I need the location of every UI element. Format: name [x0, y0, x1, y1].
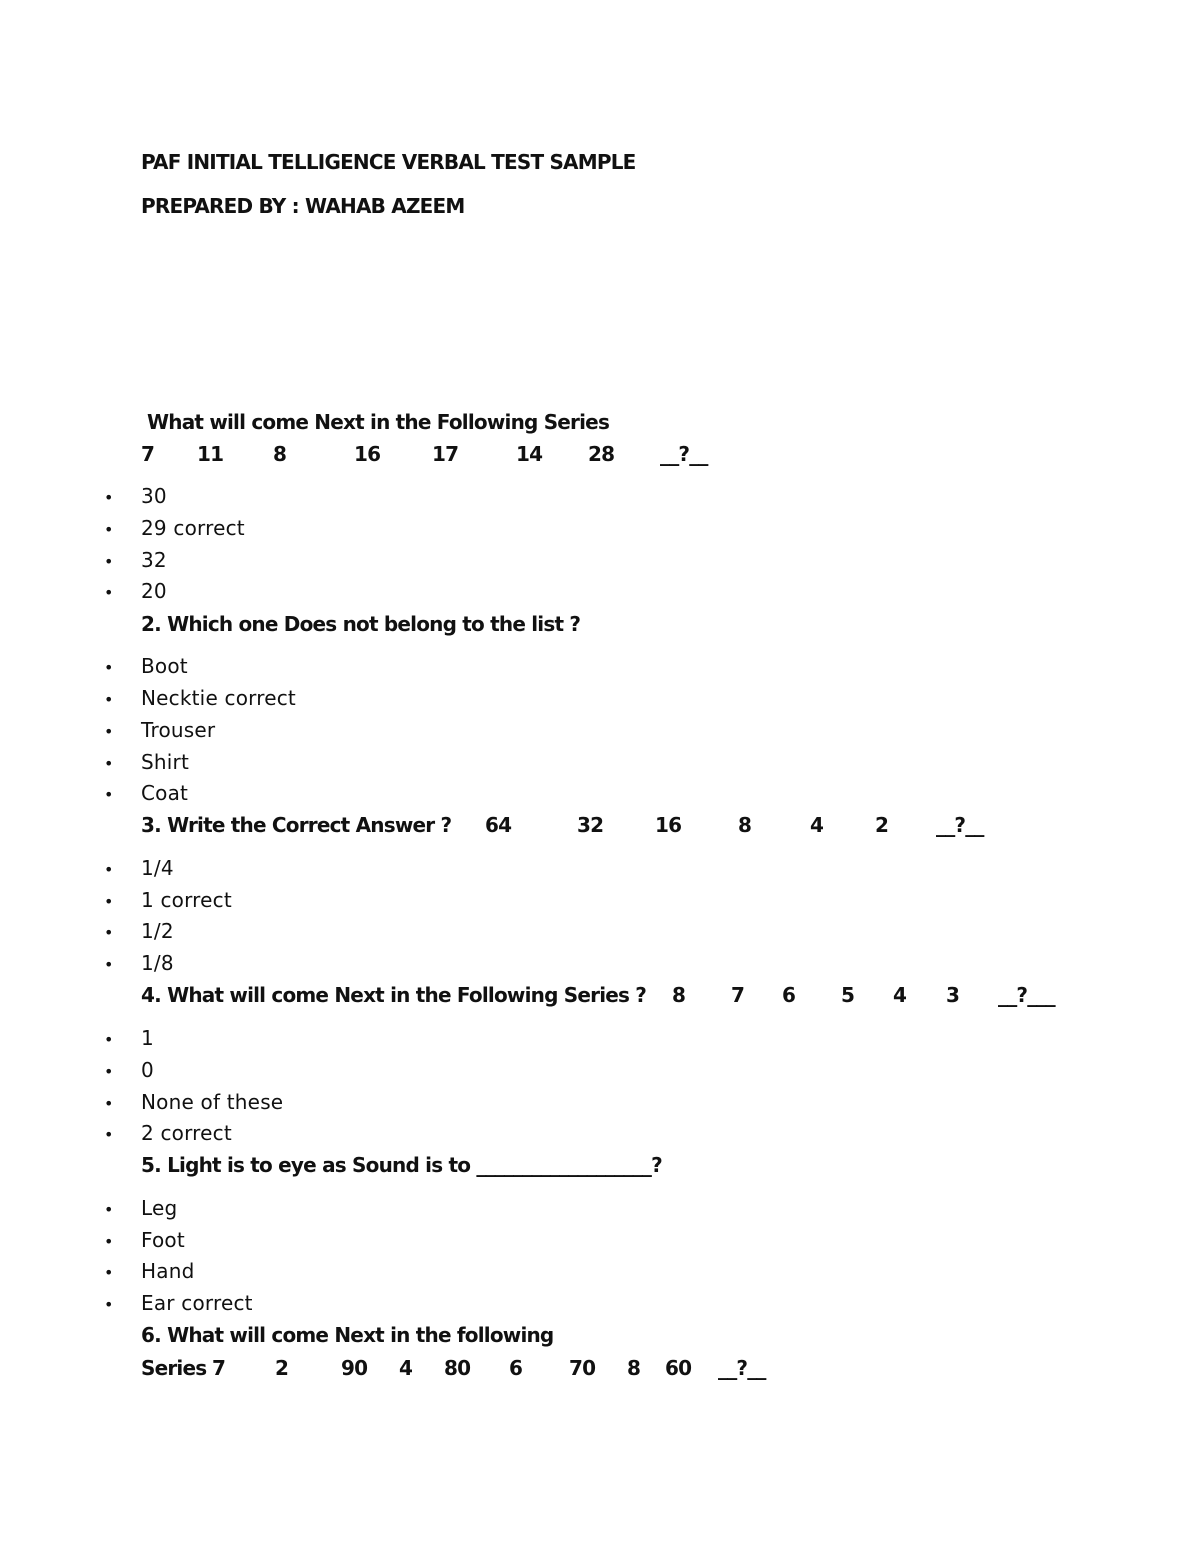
series-blank: __?__ [936, 813, 984, 837]
series-term: 6 [782, 983, 796, 1007]
option-item: 0 [141, 1058, 154, 1082]
document-title: PAF INITIAL TELLIGENCE VERBAL TEST SAMPLE [141, 150, 636, 174]
option-item: Trouser [141, 718, 216, 742]
bullet-icon: • [104, 722, 114, 741]
series-term: 16 [354, 442, 381, 466]
option-item: Leg [141, 1196, 178, 1220]
question-1-heading: What will come Next in the Following Series [147, 410, 610, 434]
bullet-icon: • [104, 1125, 114, 1144]
series-term: 4 [893, 983, 907, 1007]
option-item: 20 [141, 579, 167, 603]
series-term: 4 [810, 813, 824, 837]
bullet-icon: • [104, 754, 114, 773]
series-term: 8 [273, 442, 287, 466]
series-term: 2 [275, 1356, 289, 1380]
series-term: 32 [577, 813, 604, 837]
option-item: 1/2 [141, 919, 174, 943]
option-item: 1 correct [141, 888, 232, 912]
series-term: 14 [516, 442, 543, 466]
series-term: 8 [672, 983, 686, 1007]
bullet-icon: • [104, 1263, 114, 1282]
document-author: PREPARED BY : WAHAB AZEEM [141, 194, 465, 218]
series-term: 3 [946, 983, 960, 1007]
series-term: 7 [212, 1356, 226, 1380]
series-term: 4 [399, 1356, 413, 1380]
bullet-icon: • [104, 1295, 114, 1314]
series-blank: __?__ [660, 442, 708, 466]
bullet-icon: • [104, 892, 114, 911]
series-term: 64 [485, 813, 512, 837]
question-3-heading: 3. Write the Correct Answer ? [141, 813, 452, 837]
series-term: 8 [738, 813, 752, 837]
option-item: Hand [141, 1259, 195, 1283]
bullet-icon: • [104, 785, 114, 804]
option-item: 1 [141, 1026, 154, 1050]
series-term: 28 [588, 442, 615, 466]
question-6-heading: 6. What will come Next in the following [141, 1323, 554, 1347]
option-item: Coat [141, 781, 189, 805]
bullet-icon: • [104, 860, 114, 879]
bullet-icon: • [104, 690, 114, 709]
option-item: 32 [141, 548, 167, 572]
series-term: 16 [655, 813, 682, 837]
bullet-icon: • [104, 1030, 114, 1049]
option-item: Ear correct [141, 1291, 253, 1315]
question-5-heading: 5. Light is to eye as Sound is to ___________________? [141, 1153, 662, 1177]
bullet-icon: • [104, 955, 114, 974]
bullet-icon: • [104, 488, 114, 507]
bullet-icon: • [104, 658, 114, 677]
option-item: 1/8 [141, 951, 174, 975]
option-item: Necktie correct [141, 686, 296, 710]
series-term: 2 [875, 813, 889, 837]
bullet-icon: • [104, 520, 114, 539]
question-4-heading: 4. What will come Next in the Following Series ? [141, 983, 647, 1007]
series-label: Series [141, 1356, 207, 1380]
option-item: 2 correct [141, 1121, 232, 1145]
series-term: 5 [841, 983, 855, 1007]
option-item: None of these [141, 1090, 284, 1114]
series-term: 80 [444, 1356, 471, 1380]
series-term: 11 [197, 442, 224, 466]
series-blank: __?__ [718, 1356, 766, 1380]
bullet-icon: • [104, 583, 114, 602]
bullet-icon: • [104, 1200, 114, 1219]
bullet-icon: • [104, 923, 114, 942]
option-item: Boot [141, 654, 188, 678]
series-term: 17 [432, 442, 459, 466]
series-term: 70 [569, 1356, 596, 1380]
series-term: 60 [665, 1356, 692, 1380]
option-item: Shirt [141, 750, 189, 774]
question-2-heading: 2. Which one Does not belong to the list ? [141, 612, 581, 636]
series-term: 7 [141, 442, 155, 466]
bullet-icon: • [104, 1232, 114, 1251]
bullet-icon: • [104, 1094, 114, 1113]
option-item: Foot [141, 1228, 185, 1252]
option-item: 30 [141, 484, 167, 508]
option-item: 1/4 [141, 856, 174, 880]
series-term: 8 [627, 1356, 641, 1380]
option-item: 29 correct [141, 516, 245, 540]
series-term: 7 [731, 983, 745, 1007]
series-term: 6 [509, 1356, 523, 1380]
series-term: 90 [341, 1356, 368, 1380]
series-blank: __?___ [998, 983, 1055, 1007]
bullet-icon: • [104, 1062, 114, 1081]
bullet-icon: • [104, 552, 114, 571]
